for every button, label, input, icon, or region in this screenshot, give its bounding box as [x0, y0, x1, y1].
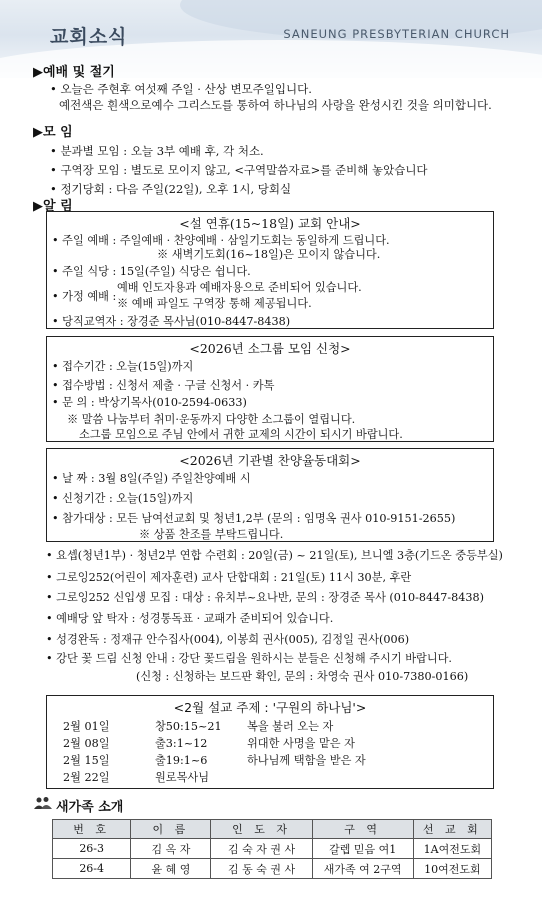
sermon-ref: 출3:1~12 — [155, 737, 208, 750]
box-row: • 문 의 : 박상기목사(010-2594-0633) — [52, 396, 247, 409]
box-title: <2026년 소그룹 모임 신청> — [189, 341, 351, 356]
box-row: • 접수기간 : 오늘(15일)까지 — [52, 360, 194, 373]
box-row: • 접수방법 : 신청서 제출 · 구글 신청서 · 카톡 — [52, 379, 275, 392]
box-row: ※ 예배 파일도 구역장 통해 제공됩니다. — [117, 297, 312, 310]
column-header: 선 교 회 — [413, 820, 491, 839]
sermon-ref: 원로목사님 — [155, 771, 210, 784]
sermon-topic: 위대한 사명을 맡은 자 — [247, 737, 355, 750]
box-row: • 주일 예배 : 주일예배 · 찬양예배 · 삼일기도회는 동일하게 드립니다. — [52, 234, 390, 247]
table-cell: 김 동 숙 권 사 — [211, 859, 312, 879]
table-cell: 김 옥 자 — [131, 839, 211, 859]
people-icon — [33, 796, 53, 810]
box-row: • 날 짜 : 3월 8일(주일) 주일찬양예배 시 — [52, 472, 251, 485]
table-row — [53, 839, 492, 859]
meeting-item: • 구역장 모임 : 별도로 모이지 않고, <구역말씀자료>를 준비해 놓았습니다 — [50, 163, 428, 177]
announcement-item: (신청 : 신청하는 보드판 확인, 문의 : 차영숙 권사 010-7380-0166) — [136, 670, 469, 683]
praise-contest-box — [46, 448, 494, 542]
table-cell: 26-4 — [53, 859, 131, 879]
holiday-notice-box — [46, 211, 494, 329]
box-row: ※ 상품 찬조를 부탁드립니다. — [139, 528, 284, 541]
sermon-date: 2월 01일 — [63, 720, 110, 733]
column-header: 번 호 — [53, 820, 131, 839]
box-row: • 신청기간 : 오늘(15일)까지 — [52, 492, 194, 505]
announcement-item: • 강단 꽃 드림 신청 안내 : 강단 꽃드림을 원하시는 분들은 신청해 주시기 바랍니다. — [46, 652, 452, 665]
box-row: • 가정 예배 : — [52, 290, 117, 303]
announcement-item: • 성경완독 : 정재규 안수집사(004), 이봉희 권사(005), 김정일 권사(006) — [46, 633, 410, 646]
box-row: 소그룹 모임으로 주님 안에서 귀한 교제의 시간이 되시기 바랍니다. — [79, 428, 403, 441]
box-row: ※ 새벽기도회(16~18일)은 모이지 않습니다. — [157, 248, 381, 261]
table-cell: 윤 혜 영 — [131, 859, 211, 879]
sermon-date: 2월 22일 — [63, 771, 110, 784]
meeting-item: • 분과별 모임 : 오늘 3부 예배 후, 각 처소. — [50, 144, 264, 158]
table-cell: 1A여전도회 — [413, 839, 491, 859]
announcement-item: • 그로잉252(어린이 제자훈련) 교사 단합대회 : 21일(토) 11시 30분, 후란 — [46, 571, 412, 584]
box-row: ※ 말씀 나눔부터 취미·운동까지 다양한 소그룹이 열립니다. — [67, 413, 356, 426]
sermon-ref: 출19:1~6 — [155, 754, 208, 767]
page-title: 교회소식 — [50, 26, 128, 48]
box-row: • 주일 식당 : 15일(주일) 식당은 쉽니다. — [52, 265, 251, 278]
table-cell: 26-3 — [53, 839, 131, 859]
church-name: SANEUNG PRESBYTERIAN CHURCH — [283, 27, 510, 41]
worship-line: 예전색은 흰색으로예수 그리스도를 통하여 하나님의 사랑을 완성시킨 것을 의미합니다. — [59, 98, 492, 112]
announcement-item: • 예배당 앞 탁자 : 성경통독표 · 교패가 준비되어 있습니다. — [46, 612, 334, 625]
sermon-theme-box — [46, 695, 494, 789]
announcement-item: • 요셉(청년1부) · 청년2부 연합 수련회 : 20일(금) ~ 21일(토), 브니엘 3층(기드온 중등부실) — [46, 549, 503, 562]
section-heading-notice: ▶알 림 — [33, 199, 73, 214]
sermon-ref: 창50:15~21 — [155, 720, 222, 733]
new-family-table — [52, 819, 492, 879]
table-cell: 새가족 여 2구역 — [312, 859, 413, 879]
table-cell: 김 숙 자 권 사 — [211, 839, 312, 859]
section-heading-new-family: 새가족 소개 — [56, 800, 124, 815]
section-heading-meetings: ▶모 임 — [33, 125, 73, 140]
meeting-item: • 정기당회 : 다음 주일(22일), 오후 1시, 당회실 — [50, 182, 292, 196]
box-title: <2월 설교 주제 : '구원의 하나님'> — [173, 700, 367, 715]
box-row: • 당직교역자 : 장경준 목사님(010-8447-8438) — [52, 315, 291, 328]
section-heading-worship: ▶예배 및 절기 — [33, 65, 115, 80]
column-header: 인 도 자 — [211, 820, 312, 839]
announcement-item: • 그로잉252 신입생 모집 : 대상 : 유치부~요나반, 문의 : 장경준 목사 (010-8447-8438) — [46, 591, 485, 604]
worship-line: • 오늘은 주현후 여섯째 주일 · 산상 변모주일입니다. — [50, 82, 312, 96]
box-title: <2026년 기관별 찬양율동대회> — [179, 453, 361, 468]
box-row: 예배 인도자용과 예배자용으로 준비되어 있습니다. — [117, 281, 362, 294]
sermon-date: 2월 08일 — [63, 737, 110, 750]
table-row — [53, 859, 492, 879]
column-header: 이 름 — [131, 820, 211, 839]
sermon-date: 2월 15일 — [63, 754, 110, 767]
table-cell: 10여전도회 — [413, 859, 491, 879]
box-title: <설 연휴(15~18일) 교회 안내> — [179, 216, 361, 231]
table-cell: 갈렙 믿음 여1 — [312, 839, 413, 859]
sermon-topic: 하나님께 택함을 받은 자 — [247, 754, 366, 767]
sermon-topic: 복을 불러 오는 자 — [247, 720, 334, 733]
box-row: • 참가대상 : 모든 남여선교회 및 청년1,2부 (문의 : 임명옥 권사 010-9151-2655) — [52, 512, 456, 525]
table-header-row — [53, 820, 492, 839]
small-group-box — [46, 336, 494, 442]
column-header: 구 역 — [312, 820, 413, 839]
